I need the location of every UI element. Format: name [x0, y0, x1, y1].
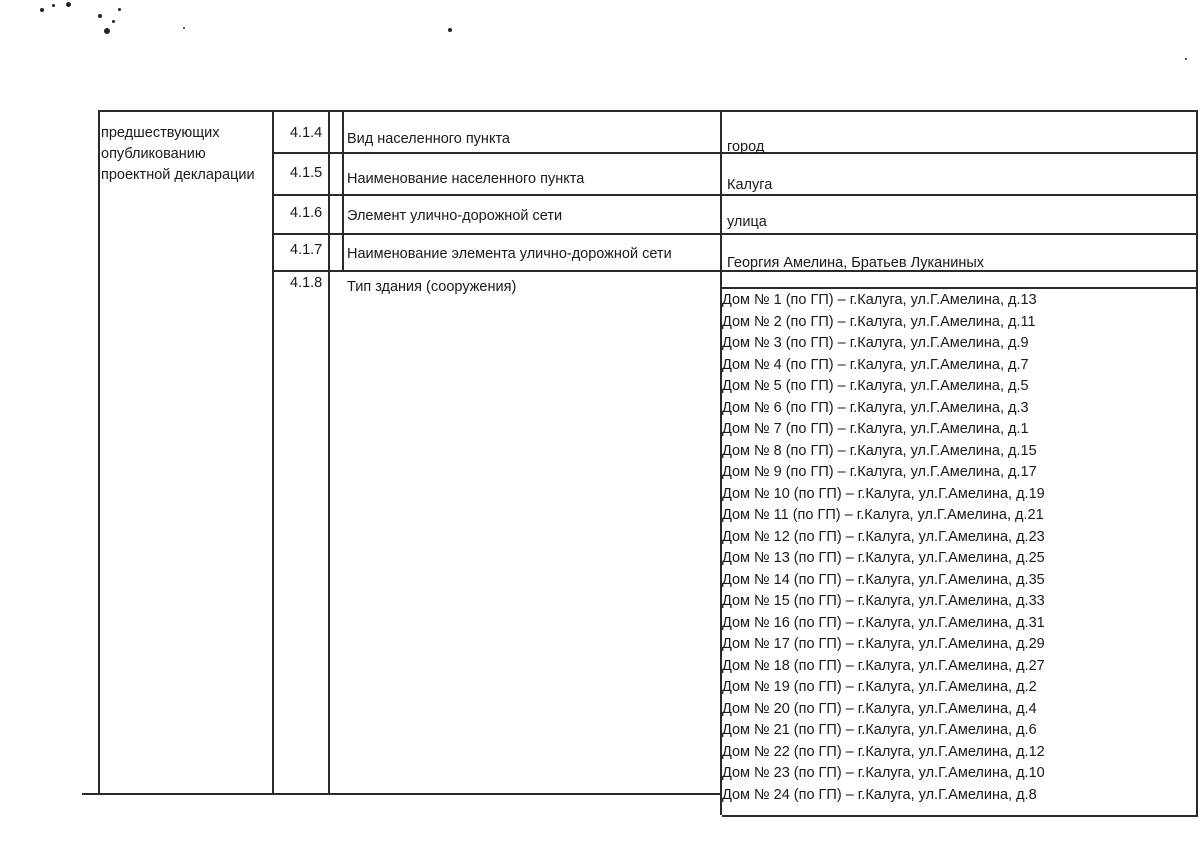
list-item: Дом № 9 (по ГП) – г.Калуга, ул.Г.Амелина, д.17 — [722, 464, 1037, 480]
table-border-top — [98, 110, 1198, 112]
list-item: Дом № 20 (по ГП) – г.Калуга, ул.Г.Амелина, д.4 — [722, 700, 1037, 717]
list-item: Дом № 5 (по ГП) – г.Калуга, ул.Г.Амелина, д.5 — [722, 378, 1029, 394]
list-item: Дом № 1 (по ГП) – г.Калуга, ул.Г.Амелина, д.13 — [722, 292, 1037, 308]
row-value: Калуга — [727, 177, 773, 193]
row-divider — [273, 233, 1198, 235]
list-item: Дом № 11 (по ГП) – г.Калуга, ул.Г.Амелина, д.21 — [722, 507, 1044, 523]
col-divider — [328, 110, 330, 793]
row-value: Георгия Амелина, Братьев Луканиных — [727, 255, 985, 271]
list-item: Дом № 10 (по ГП) – г.Калуга, ул.Г.Амелина, д.19 — [722, 485, 1045, 502]
row-number: 4.1.5 — [290, 165, 323, 181]
list-item: Дом № 7 (по ГП) – г.Калуга, ул.Г.Амелина, д.1 — [722, 421, 1029, 437]
list-item: Дом № 15 (по ГП) – г.Калуга, ул.Г.Амелина, д.33 — [722, 593, 1045, 609]
list-item: Дом № 3 (по ГП) – г.Калуга, ул.Г.Амелина, д.9 — [722, 335, 1029, 351]
table-border-left — [98, 110, 100, 793]
row-value: улица — [727, 214, 767, 230]
left-column-line: опубликованию — [101, 146, 206, 162]
list-item: Дом № 21 (по ГП) – г.Калуга, ул.Г.Амелина, д.6 — [722, 722, 1037, 738]
house-address-list — [722, 290, 1045, 806]
row-name: Элемент улично-дорожной сети — [347, 208, 563, 224]
row-number: 4.1.6 — [290, 205, 323, 221]
list-item: Дом № 12 (по ГП) – г.Калуга, ул.Г.Амелина, д.23 — [722, 528, 1045, 545]
list-item: Дом № 19 (по ГП) – г.Калуга, ул.Г.Амелина, д.2 — [722, 679, 1037, 695]
list-item: Дом № 22 (по ГП) – г.Калуга, ул.Г.Амелина, д.12 — [722, 743, 1045, 760]
value-border-bottom — [722, 815, 1198, 817]
list-item: Дом № 16 (по ГП) – г.Калуга, ул.Г.Амелина, д.31 — [722, 614, 1045, 631]
list-item: Дом № 13 (по ГП) – г.Калуга, ул.Г.Амелина, д.25 — [722, 550, 1045, 566]
list-item: Дом № 6 (по ГП) – г.Калуга, ул.Г.Амелина, д.3 — [722, 399, 1029, 416]
row-name: Наименование элемента улично-дорожной сети — [347, 246, 672, 262]
list-item: Дом № 18 (по ГП) – г.Калуга, ул.Г.Амелина, д.27 — [722, 657, 1045, 674]
row-number: 4.1.8 — [290, 275, 323, 291]
list-item: Дом № 14 (по ГП) – г.Калуга, ул.Г.Амелина, д.35 — [722, 571, 1045, 588]
table-border-right — [1196, 110, 1198, 815]
row-number: 4.1.4 — [290, 125, 323, 141]
list-item: Дом № 4 (по ГП) – г.Калуга, ул.Г.Амелина, д.7 — [722, 356, 1029, 373]
row-name: Тип здания (сооружения) — [347, 279, 517, 295]
list-item: Дом № 23 (по ГП) – г.Калуга, ул.Г.Амелина, д.10 — [722, 765, 1045, 781]
list-item: Дом № 24 (по ГП) – г.Калуга, ул.Г.Амелина, д.8 — [722, 786, 1037, 803]
row-value: город — [727, 139, 765, 155]
col-divider — [272, 110, 274, 793]
list-item: Дом № 2 (по ГП) – г.Калуга, ул.Г.Амелина, д.11 — [722, 313, 1036, 330]
row-name: Наименование населенного пункта — [347, 171, 585, 187]
list-item: Дом № 8 (по ГП) – г.Калуга, ул.Г.Амелина, д.15 — [722, 442, 1037, 459]
table-border-bottom — [82, 793, 722, 795]
list-item: Дом № 17 (по ГП) – г.Калуга, ул.Г.Амелина, д.29 — [722, 636, 1045, 652]
left-column-line: предшествующих — [101, 125, 220, 141]
left-column-line: проектной декларации — [101, 167, 255, 183]
row-name: Вид населенного пункта — [347, 131, 510, 147]
row-number: 4.1.7 — [290, 242, 323, 258]
col-divider — [342, 110, 344, 270]
value-divider — [722, 287, 1198, 289]
